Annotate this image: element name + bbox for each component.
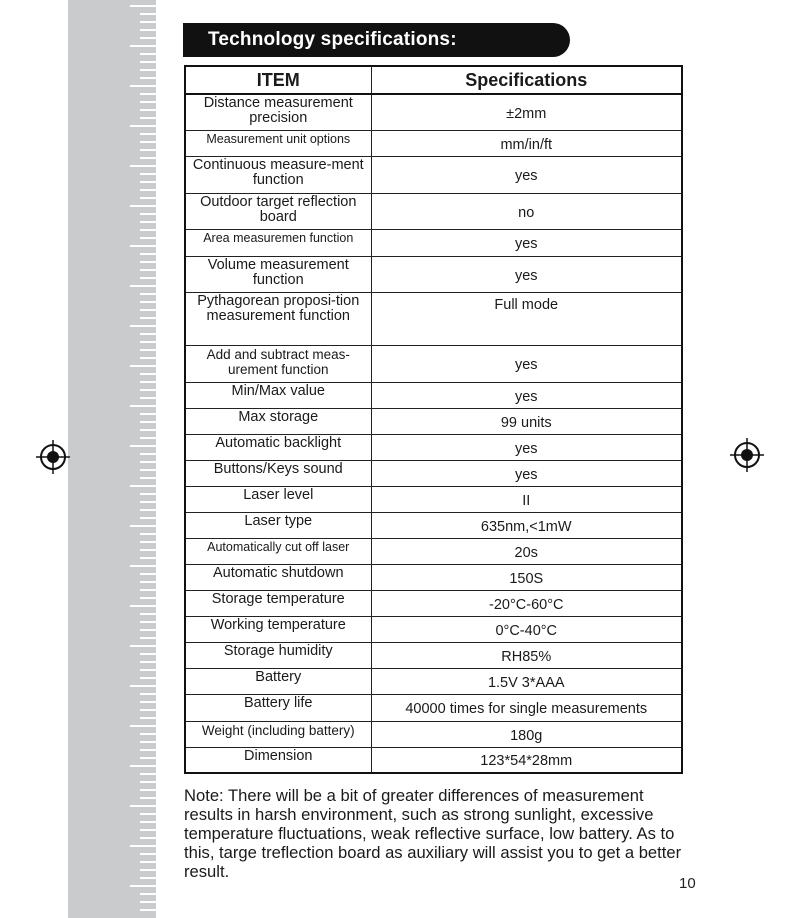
row-value: yes xyxy=(371,345,682,382)
table-row xyxy=(185,460,682,486)
table-row xyxy=(185,382,682,408)
row-item: Automatically cut off laser xyxy=(185,538,371,564)
row-value: yes xyxy=(371,256,682,292)
table-row xyxy=(185,668,682,694)
ruler-ticks xyxy=(68,0,156,918)
table-row xyxy=(185,156,682,193)
row-item: Distance measurement precision xyxy=(185,94,371,130)
row-value: yes xyxy=(371,434,682,460)
row-item: Add and subtract meas-urement function xyxy=(185,345,371,382)
row-value: 99 units xyxy=(371,408,682,434)
table-row xyxy=(185,434,682,460)
row-value: 0°C-40°C xyxy=(371,616,682,642)
row-value: 635nm,<1mW xyxy=(371,512,682,538)
row-value: yes xyxy=(371,460,682,486)
row-value: 1.5V 3*AAA xyxy=(371,668,682,694)
table-row xyxy=(185,130,682,156)
ruler-strip xyxy=(68,0,156,918)
row-item: Outdoor target reflection board xyxy=(185,193,371,229)
row-item: Max storage xyxy=(185,408,371,434)
spec-table xyxy=(184,65,683,774)
table-row xyxy=(185,616,682,642)
table-row xyxy=(185,512,682,538)
row-item: Dimension xyxy=(185,747,371,773)
row-item: Laser level xyxy=(185,486,371,512)
row-item: Laser type xyxy=(185,512,371,538)
row-item: Working temperature xyxy=(185,616,371,642)
row-value: 20s xyxy=(371,538,682,564)
row-item: Min/Max value xyxy=(185,382,371,408)
table-row xyxy=(185,94,682,130)
row-value: RH85% xyxy=(371,642,682,668)
row-item: Buttons/Keys sound xyxy=(185,460,371,486)
row-item: Measurement unit options xyxy=(185,130,371,156)
row-value: Full mode xyxy=(371,292,682,345)
table-header-row xyxy=(185,66,682,94)
row-item: Battery xyxy=(185,668,371,694)
column-header-specifications: Specifications xyxy=(371,66,682,94)
row-value: II xyxy=(371,486,682,512)
row-item: Volume measurement function xyxy=(185,256,371,292)
row-value: 150S xyxy=(371,564,682,590)
row-item: Storage temperature xyxy=(185,590,371,616)
row-value: 180g xyxy=(371,721,682,747)
table-row xyxy=(185,193,682,229)
table-row xyxy=(185,590,682,616)
table-row xyxy=(185,538,682,564)
table-row xyxy=(185,256,682,292)
row-value: 40000 times for single measurements xyxy=(371,694,682,721)
row-item: Automatic shutdown xyxy=(185,564,371,590)
table-row xyxy=(185,229,682,256)
row-value: yes xyxy=(371,156,682,193)
row-value: no xyxy=(371,193,682,229)
table-row xyxy=(185,642,682,668)
row-item: Storage humidity xyxy=(185,642,371,668)
table-row xyxy=(185,292,682,345)
row-item: Automatic backlight xyxy=(185,434,371,460)
table-row xyxy=(185,747,682,773)
row-value: mm/in/ft xyxy=(371,130,682,156)
table-row xyxy=(185,721,682,747)
page-number: 10 xyxy=(679,875,696,892)
registration-mark-right-icon xyxy=(730,438,764,472)
note-text: Note: There will be a bit of greater differences of measurement results in harsh environment, such as strong sunlight, excessive temperature fluctuations, weak reflective surface, low battery. As to this, targe treflection board as auxiliary will assist you to get a better result. xyxy=(184,786,682,881)
table-row xyxy=(185,564,682,590)
table-row xyxy=(185,694,682,721)
row-value: yes xyxy=(371,229,682,256)
row-item: Area measuremen function xyxy=(185,229,371,256)
table-row xyxy=(185,486,682,512)
row-item: Weight (including battery) xyxy=(185,721,371,747)
row-item: Pythagorean proposi-tion measurement function xyxy=(185,292,371,345)
section-title: Technology specifications: xyxy=(183,23,570,57)
row-value: -20°C-60°C xyxy=(371,590,682,616)
registration-mark-left-icon xyxy=(36,440,70,474)
table-row xyxy=(185,345,682,382)
row-item: Continuous measure-ment function xyxy=(185,156,371,193)
row-value: ±2mm xyxy=(371,94,682,130)
row-value: 123*54*28mm xyxy=(371,747,682,773)
row-value: yes xyxy=(371,382,682,408)
table-row xyxy=(185,408,682,434)
column-header-item: ITEM xyxy=(185,66,371,94)
row-item: Battery life xyxy=(185,694,371,721)
